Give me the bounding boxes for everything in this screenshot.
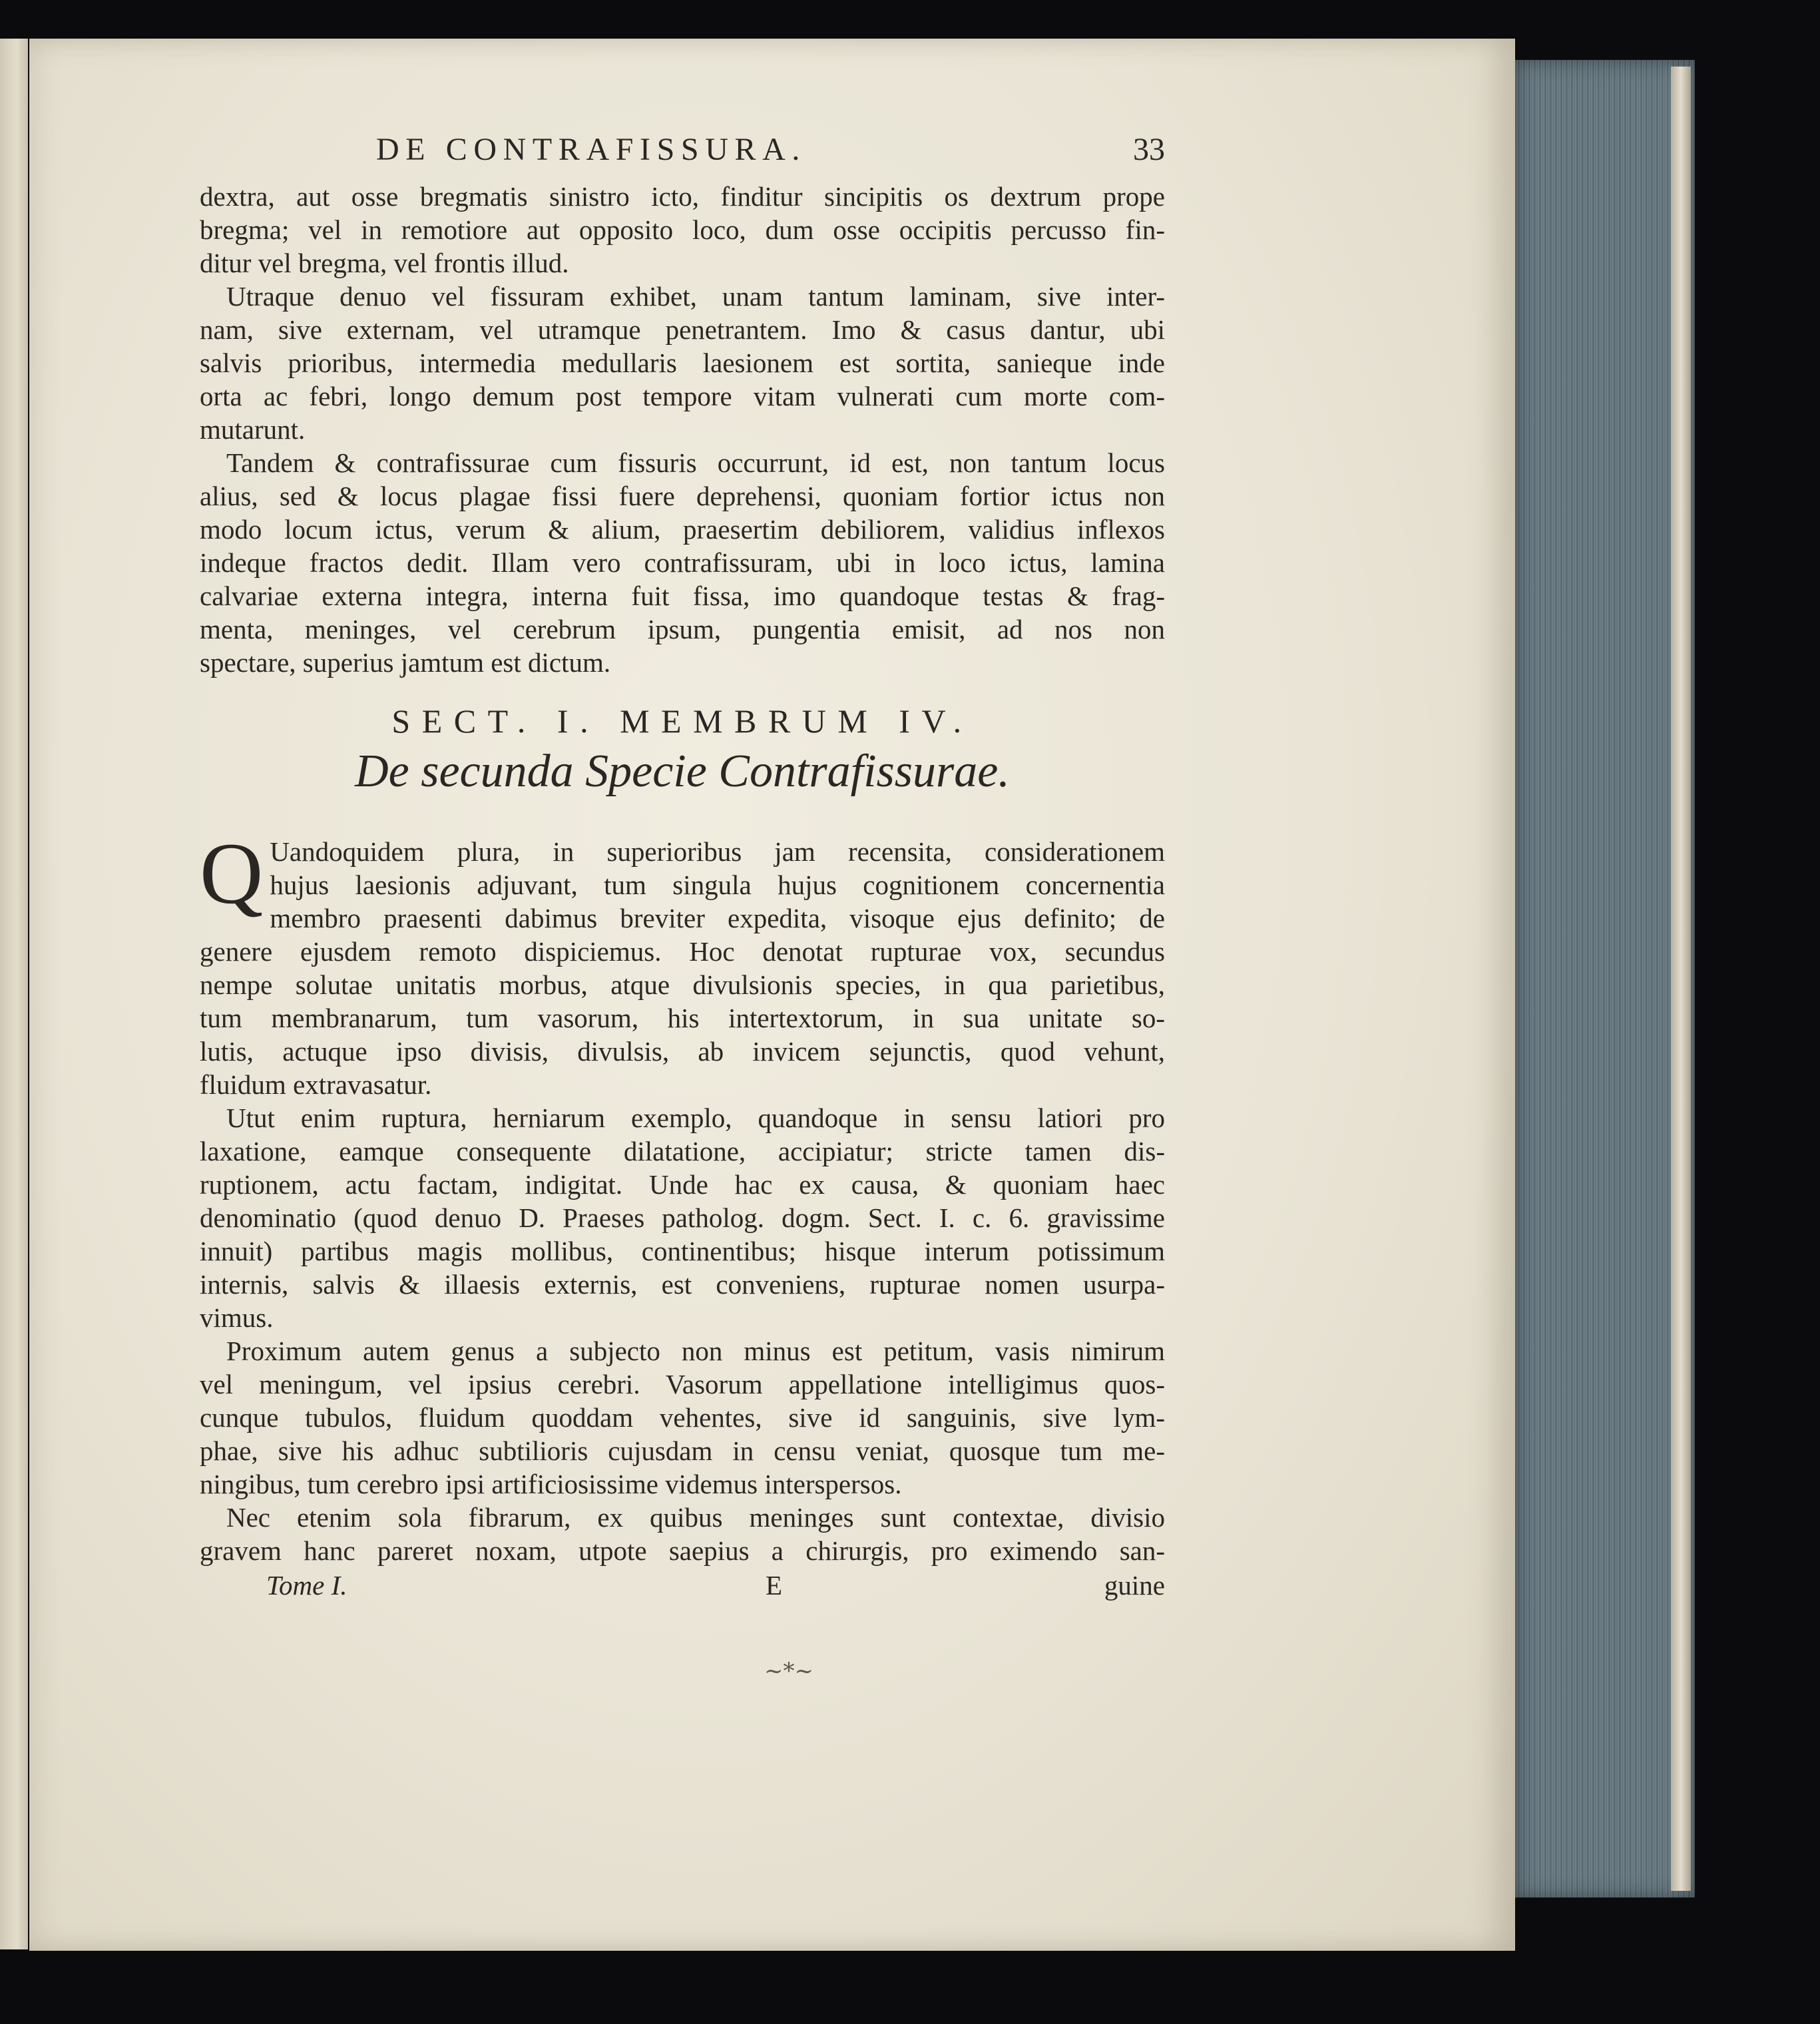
text-line: Utraque denuo vel fissuram exhibet, unam tantum laminam, sive inter- [226,281,1165,312]
text-line: spectare, superius jamtum est dictum. [200,647,611,678]
section-subtitle: De secunda Specie Contrafissurae. [355,746,1010,797]
text-line: Proximum autem genus a subjecto non minus est petitum, vasis nimirum [226,1336,1165,1366]
section-heading: SECT. I. MEMBRUM IV. [391,702,973,740]
text-line: bregma; vel in remotiore aut opposito loco, dum osse occipitis percusso fin- [200,214,1165,245]
page-footer [200,1569,1165,1606]
text-line: mutarunt. [200,414,306,445]
text-line: phae, sive his adhuc subtilioris cujusdam in censu veniat, quosque tum me- [200,1435,1165,1466]
text-line: Tandem & contrafissurae cum fissuris occurrunt, id est, non tantum locus [226,447,1165,478]
drop-cap: Q [200,824,264,922]
text-line: alius, sed & locus plagae fissi fuere deprehensi, quoniam fortior ictus non [200,481,1165,511]
text-line: dextra, aut osse bregmatis sinistro icto, finditur sincipitis os dextrum prope [200,181,1165,212]
text-line: lutis, actuque ipso divisis, divulsis, ab invicem sejunctis, quod vehunt, [200,1036,1165,1067]
ornament-icon: ~*~ [764,1658,813,1684]
text-line: Nec etenim sola fibrarum, ex quibus meninges sunt contextae, divisio [226,1502,1165,1533]
paragraph-1 [200,180,1165,280]
page-number: 33 [1133,132,1165,167]
text-line: fluidum extravasatur. [200,1069,432,1100]
text-line: orta ac febri, longo demum post tempore vitam vulnerati cum morte com- [200,381,1165,411]
text-line: vel meningum, vel ipsius cerebri. Vasorum appellatione intelligimus quos- [200,1369,1165,1399]
catchword: guine [1104,1570,1165,1601]
text-line: laxatione, eamque consequente dilatatione, accipiatur; stricte tamen dis- [200,1136,1165,1166]
paragraph-5 [200,1101,1165,1334]
text-line: ditur vel bregma, vel frontis illud. [200,248,569,278]
text-line: Utut enim ruptura, herniarum exemplo, quandoque in sensu latiori pro [226,1103,1165,1133]
text-line: denominatio (quod denuo D. Praeses patholog. dogm. Sect. I. c. 6. gravissime [200,1202,1165,1233]
text-line: innuit) partibus magis mollibus, continentibus; hisque interum potissimum [200,1236,1165,1266]
text-line: salvis prioribus, intermedia medullaris laesionem est sortita, sanieque inde [200,348,1165,378]
paragraph-4 [200,824,1165,1101]
text-line: modo locum ictus, verum & alium, praesertim debiliorem, validius inflexos [200,514,1165,545]
text-line: gravem hanc pareret noxam, utpote saepius a chirurgis, pro eximendo san- [200,1535,1165,1566]
page-header [200,133,1165,180]
text-line: ningibus, tum cerebro ipsi artificiosissime videmus interspersos. [200,1469,902,1499]
running-title: DE CONTRAFISSURA. [376,132,806,167]
text-line: nempe solutae unitatis morbus, atque divulsionis species, in qua parietibus, [200,969,1165,1000]
text-line: nam, sive externam, vel utramque penetrantem. Imo & casus dantur, ubi [200,314,1165,345]
text-line: genere ejusdem remoto dispiciemus. Hoc denotat rupturae vox, secundus [200,936,1165,967]
paragraph-7 [200,1501,1165,1567]
text-line: vimus. [200,1302,274,1333]
text-line: cunque tubulos, fluidum quoddam vehentes, sive id sanguinis, sive lym- [200,1402,1165,1433]
page-text-block [200,133,1165,1606]
text-line: ruptionem, actu factam, indigitat. Unde hac ex causa, & quoniam haec [200,1169,1165,1200]
previous-page-edge [0,39,28,1949]
volume-label: Tome I. [266,1570,347,1601]
text-line: calvariae externa integra, interna fuit fissa, imo quandoque testas & frag- [200,581,1165,611]
text-line: indeque fractos dedit. Illam vero contrafissuram, ubi in loco ictus, lamina [200,547,1165,578]
signature-mark: E [766,1570,783,1601]
text-line: tum membranarum, tum vasorum, his intertextorum, in sua unitate so- [200,1003,1165,1033]
book-cover-edge [1671,67,1691,1891]
text-line: internis, salvis & illaesis externis, est conveniens, rupturae nomen usurpa- [200,1269,1165,1300]
text-line: membro praesenti dabimus breviter expedita, visoque ejus definito; de [270,903,1165,933]
paragraph-6 [200,1334,1165,1501]
book-fore-edge [1515,60,1695,1898]
paragraph-3 [200,446,1165,679]
text-line: menta, meninges, vel cerebrum ipsum, pungentia emisit, ad nos non [200,614,1165,644]
paragraph-2 [200,280,1165,446]
text-line: hujus laesionis adjuvant, tum singula hujus cognitionem concernentia [270,870,1165,900]
text-line: Uandoquidem plura, in superioribus jam recensita, considerationem [270,836,1165,867]
